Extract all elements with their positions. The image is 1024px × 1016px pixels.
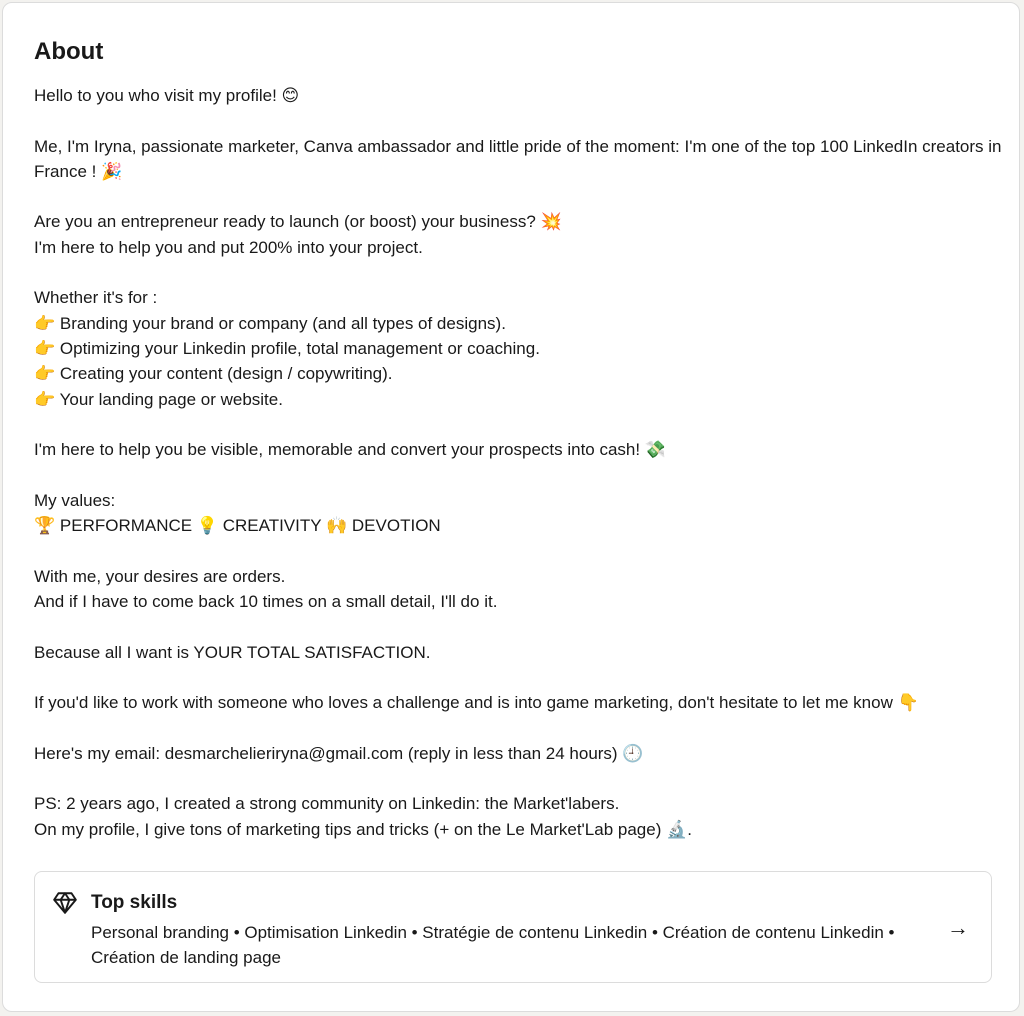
top-skills-title: Top skills (91, 892, 178, 913)
about-line: Here's my email: desmarchelieriryna@gmail.com (reply in less than 24 hours) 🕘 (34, 743, 644, 763)
about-line (34, 184, 1004, 209)
about-line: 👉 Your landing page or website. (34, 389, 283, 409)
about-line (34, 665, 1004, 690)
about-line: 👉 Branding your brand or company (and all types of designs). (34, 313, 506, 333)
about-card (2, 2, 1020, 1012)
about-line (34, 766, 1004, 791)
about-line (34, 614, 1004, 639)
about-line: Are you an entrepreneur ready to launch (or boost) your business? 💥 (34, 212, 562, 232)
about-title: About (34, 38, 104, 65)
about-line: Because all I want is YOUR TOTAL SATISFACTION. (34, 642, 431, 662)
about-line: My values: (34, 490, 116, 510)
top-skills-list: Personal branding • Optimisation Linkedin • Stratégie de contenu Linkedin • Création de contenu Linkedin • Création de landing page (91, 923, 895, 968)
about-line (34, 260, 1004, 285)
about-line: I'm here to help you be visible, memorable and convert your prospects into cash! 💸 (34, 440, 667, 460)
about-line (34, 412, 1004, 437)
about-line: And if I have to come back 10 times on a small detail, I'll do it. (34, 591, 498, 611)
about-line (34, 538, 1004, 563)
about-line (34, 715, 1004, 740)
top-skills-box[interactable] (34, 871, 992, 983)
about-line: 🏆 PERFORMANCE 💡 CREATIVITY 🙌 DEVOTION (34, 516, 441, 536)
about-line: Me, I'm Iryna, passionate marketer, Canva ambassador and little pride of the moment: I'm one of the top 100 LinkedIn creators in France ! 🎉 (34, 136, 1002, 181)
about-text (34, 83, 1004, 842)
about-line: With me, your desires are orders. (34, 566, 286, 586)
about-line: On my profile, I give tons of marketing tips and tricks (+ on the Le Market'Lab page) 🔬. (34, 819, 692, 839)
about-line (34, 462, 1004, 487)
about-line: PS: 2 years ago, I created a strong community on Linkedin: the Market'labers. (34, 794, 620, 814)
diamond-icon (52, 890, 78, 916)
about-line: 👉 Creating your content (design / copywriting). (34, 364, 393, 384)
about-line: Whether it's for : (34, 288, 158, 308)
about-line: I'm here to help you and put 200% into your project. (34, 237, 423, 257)
about-line: If you'd like to work with someone who loves a challenge and is into game marketing, don't hesitate to let me know 👇 (34, 693, 919, 713)
arrow-right-icon[interactable]: → (947, 915, 969, 940)
about-line: Hello to you who visit my profile! 😊 (34, 86, 300, 105)
about-line: 👉 Optimizing your Linkedin profile, total management or coaching. (34, 338, 540, 358)
about-line (34, 108, 1004, 133)
